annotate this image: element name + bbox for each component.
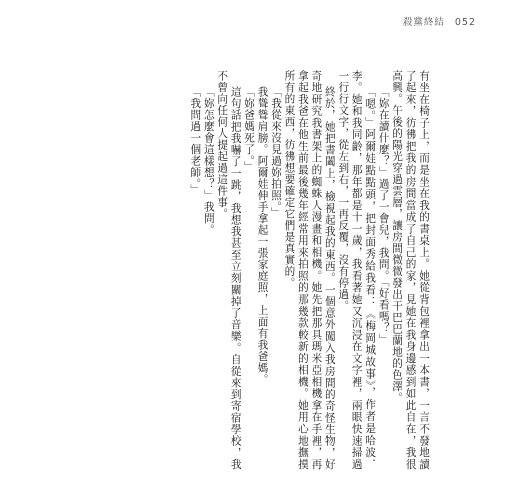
paragraph-2: 「妳在讀什麼？」過了一會兒，我問。「好看嗎？」 [377, 85, 390, 346]
vertical-text-body [90, 70, 430, 470]
paragraph-5: 「我從來沒見過妳拍照。」 [270, 85, 283, 219]
paragraph-9: 「妳怎麼會這樣想？」我問。 [202, 85, 215, 236]
paragraph-1: 有坐在椅子上，而是坐在我的書桌上。她從背包裡拿出一本書，一言不發地讀了起來，彷彿把我的房間當成了自己的家，見她在我身邊感到如此自在，我很高興。午後的陽光穿過雲層，讓房間微微發出干巴巴蘭地的色澤。 [391, 70, 430, 470]
paragraph-7: 「妳爸媽死了。」 [243, 85, 256, 173]
page-header [397, 14, 476, 28]
paragraph-3: 「嗯。」阿爾娃點點頭，把封面秀給我看：《梅岡城故事》，作者是哈波．李。她和我同齡，那年都是十一歲，我看著她又沉浸在文字裡，兩眼快速掃過一行行文字，從左到右，一再反覆，沒有停過。 [337, 70, 377, 470]
paragraph-8: 這句話把我嚇了一跳，我想我甚至立刻關掉了音樂。自從來到寄宿學校，我不曾向任何人提起過這件事。 [216, 70, 242, 470]
page-number: 052 [454, 17, 476, 28]
running-title: 殺黨終結 [402, 17, 445, 28]
paragraph-4: 終於，她把書闔上，檢視起我的東西。一個意外闖入我房間的奇怪生物，好奇地研究我書架上的蜘蛛人漫畫和相機。她先把那具瑪米亞相機拿在手裡，再拿起我爸在他生前最後幾年經常用來拍照的那幾款較新的相機。她用心地撫摸所有的東西，彷彿想要確定它們是真實的。 [283, 70, 336, 470]
paragraph-10: 「我問過一個老師。」 [189, 85, 202, 196]
paragraph-6: 我聳聳肩膀。阿爾娃伸手拿起一張家庭照，上面有我爸媽。 [256, 85, 269, 385]
